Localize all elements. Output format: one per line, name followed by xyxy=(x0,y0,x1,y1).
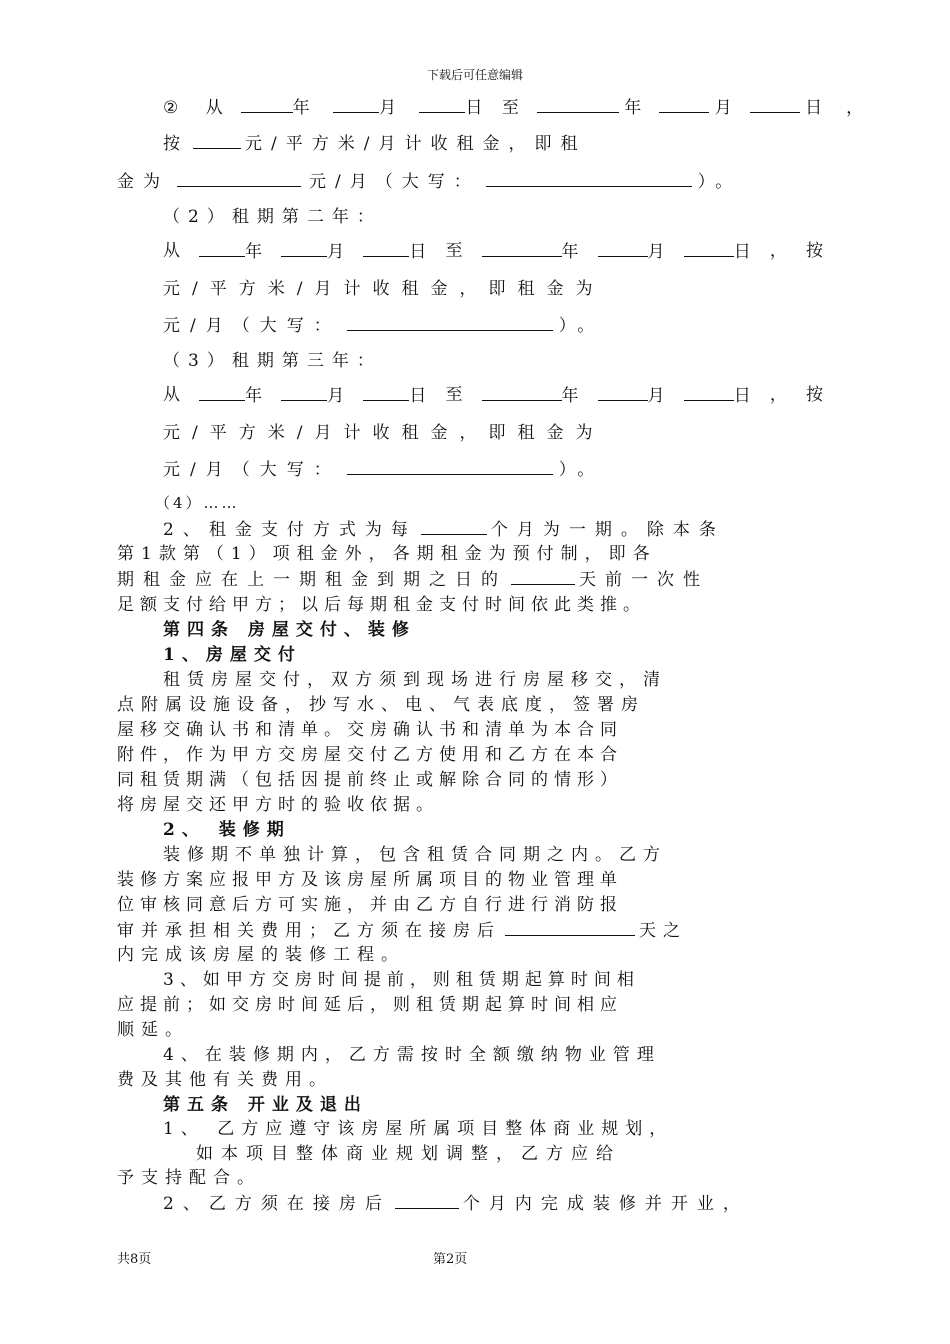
text-line: 同租赁期满（包括因提前终止或解除合同的情形） xyxy=(117,770,623,790)
text-line: 位审核同意后方可实施，并由乙方自行进行消防报 xyxy=(117,895,623,915)
text-line: 将房屋交还甲方时的验收依据。 xyxy=(117,795,439,815)
page-header: 下载后可任意编辑 xyxy=(426,68,523,82)
text-line: 3、如甲方交房时间提前，则租赁期起算时间相 xyxy=(163,970,640,990)
text-line: 1、 乙方应遵守该房屋所属项目整体商业规划， xyxy=(163,1119,674,1139)
section-heading: 第五条 开业及退出 xyxy=(163,1095,368,1115)
text-line: （4）…… xyxy=(155,494,240,512)
text-line: 期租金应在上一期租金到期之日的 天前一次性 xyxy=(117,570,709,590)
text-line: 按 元/平方米/月计收租金，即租 xyxy=(163,134,587,154)
text-line: 予支持配合。 xyxy=(117,1168,261,1188)
text-line: 金为 元/月（大写： ）。 xyxy=(117,172,742,192)
section-heading: 第四条 房屋交付、装修 xyxy=(163,620,416,640)
page-number: 第2页 xyxy=(433,1252,468,1267)
text-line: 2、乙方须在接房后 个月内完成装修并开业， xyxy=(163,1194,749,1214)
text-line: 屋移交确认书和清单。交房确认书和清单为本合同 xyxy=(117,720,623,740)
text-line: 审并承担相关费用；乙方须在接房后 天之 xyxy=(117,921,687,941)
text-line: 内完成该房屋的装修工程。 xyxy=(117,945,405,965)
text-line: 租赁房屋交付，双方须到现场进行房屋移交，清 xyxy=(163,670,667,690)
text-line: 费及其他有关费用。 xyxy=(117,1070,333,1090)
text-line: 附件，作为甲方交房屋交付乙方使用和乙方在本合 xyxy=(117,745,623,765)
text-line: （2）租期第二年： xyxy=(163,207,382,227)
text-line: 元/平方米/月计收租金，即租金为 xyxy=(163,423,605,443)
text-line: 如本项目整体商业规划调整，乙方应给 xyxy=(196,1144,621,1164)
page-total: 共8页 xyxy=(117,1252,152,1267)
text-line: 顺延。 xyxy=(117,1020,189,1040)
text-line: 装修期不单独计算，包含租赁合同期之内。乙方 xyxy=(163,845,667,865)
text-line: 装修方案应报甲方及该房屋所属项目的物业管理单 xyxy=(117,870,623,890)
text-line: 应提前；如交房时间延后，则租赁期起算时间相应 xyxy=(117,995,623,1015)
subsection-heading: 1、房屋交付 xyxy=(163,645,302,665)
text-line: 元/平方米/月计收租金，即租金为 xyxy=(163,279,605,299)
text-line: 足额支付给甲方；以后每期租金支付时间依此类推。 xyxy=(117,595,646,615)
text-line: 2、租金支付方式为每 个月为一期。除本条 xyxy=(163,520,725,540)
text-line: 点附属设施设备，抄写水、电、气表底度，签署房 xyxy=(117,695,645,715)
text-line: 从 年 月 日 至 年 月 日 ， 按 xyxy=(163,241,823,262)
text-line: 从 年 月 日 至 年 月 日 ， 按 xyxy=(163,385,823,406)
text-line: （3）租期第三年： xyxy=(163,351,382,371)
text-line: ② 从 年 月 日 至 年 月 日 ， xyxy=(163,98,864,118)
text-line: 元/月（大写： ）。 xyxy=(163,316,605,336)
text-line: 第1款第（1）项租金外，各期租金为预付制，即各 xyxy=(117,544,657,564)
subsection-heading: 2、 装修期 xyxy=(163,820,291,840)
text-line: 4、在装修期内，乙方需按时全额缴纳物业管理 xyxy=(163,1045,661,1065)
text-line: 元/月（大写： ）。 xyxy=(163,460,605,480)
